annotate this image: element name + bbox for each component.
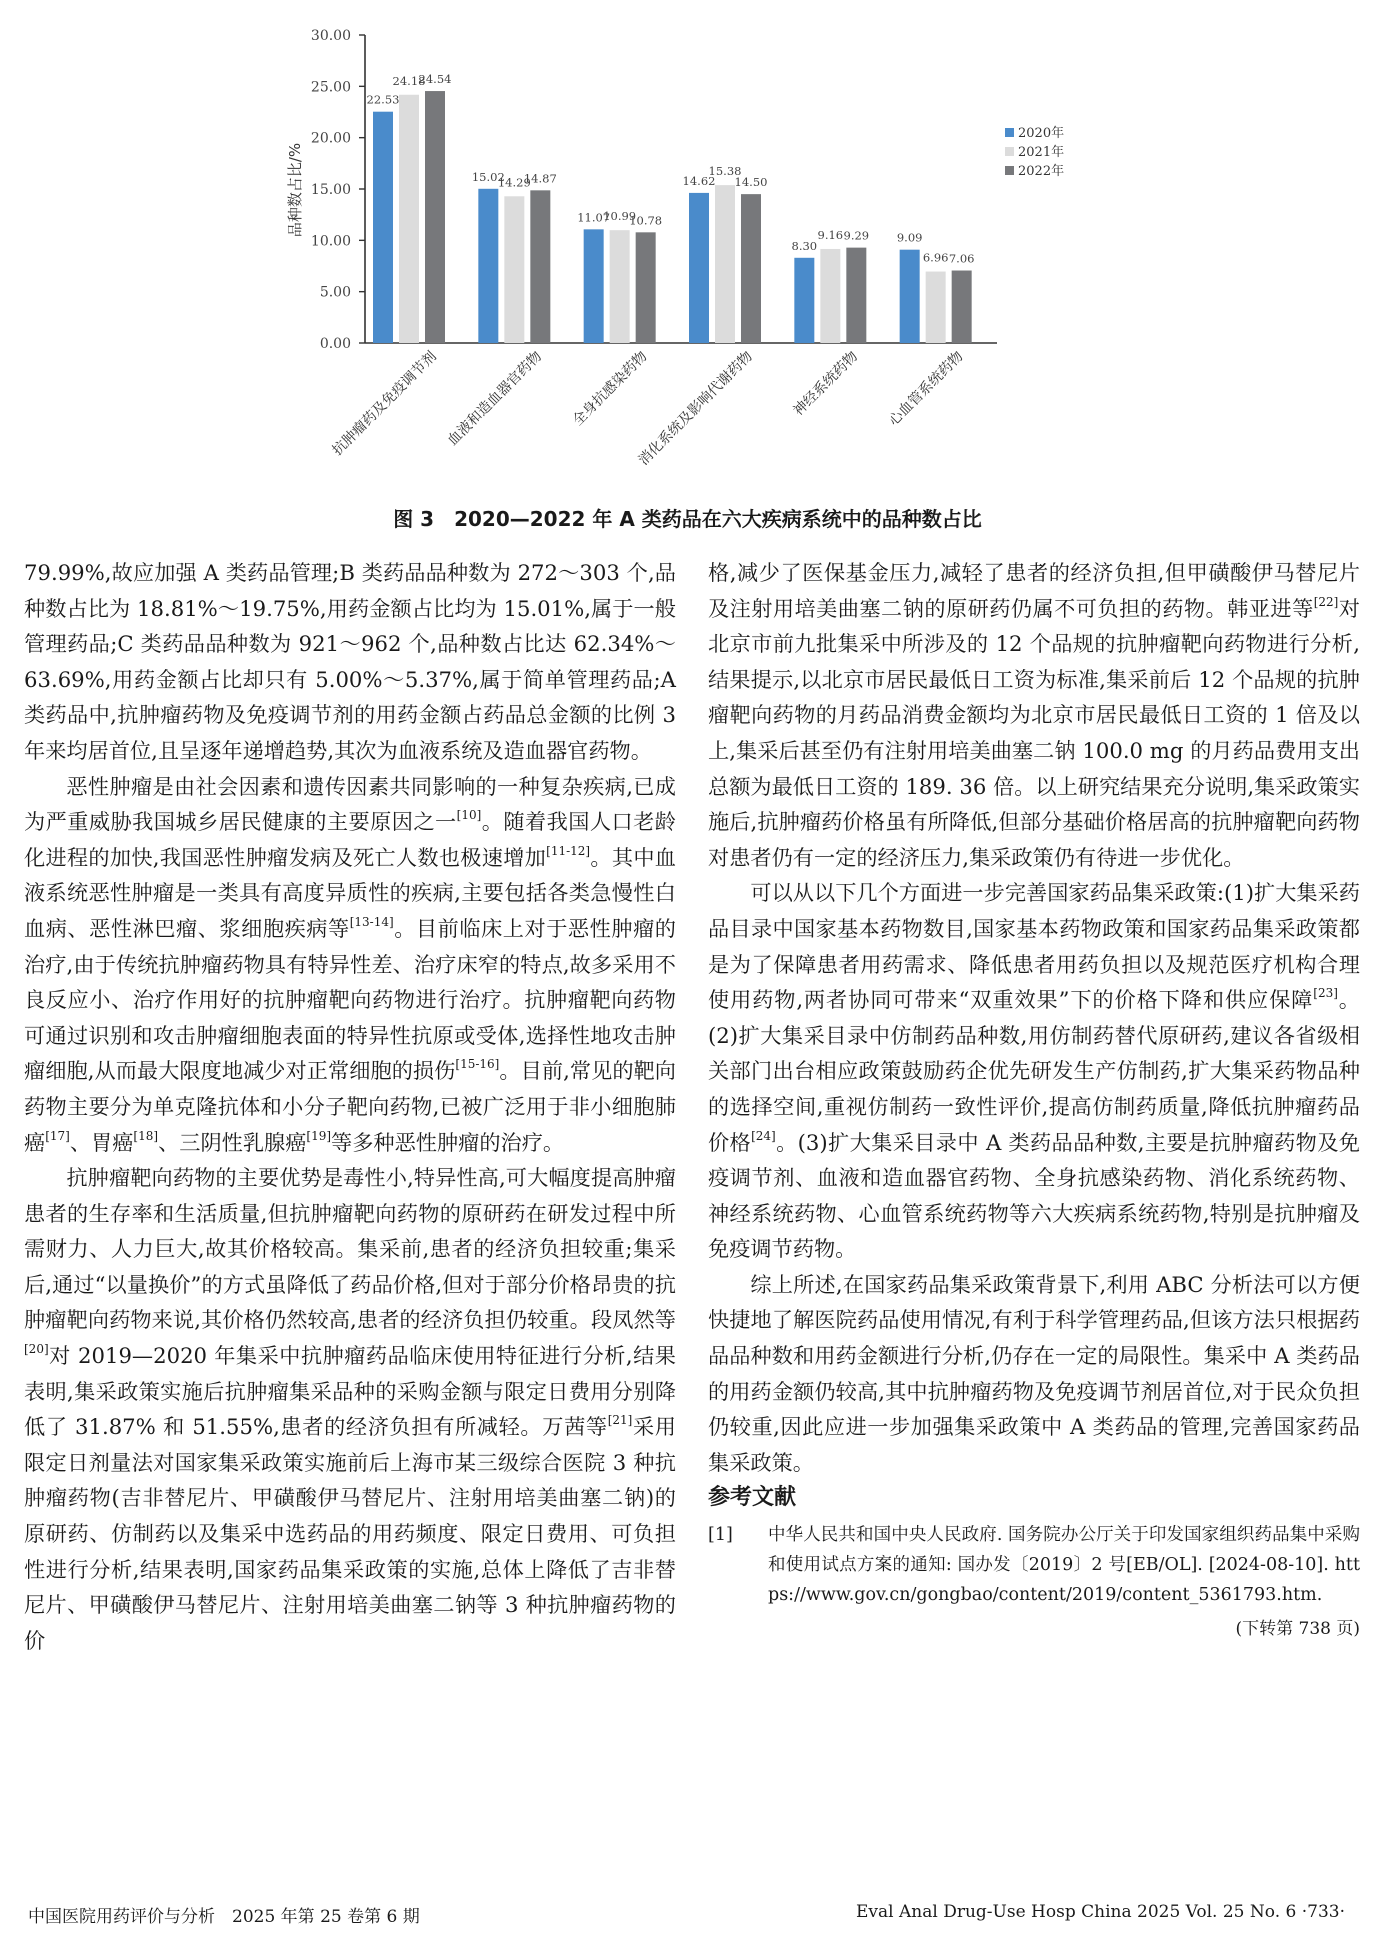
data-label: 10.78: [629, 213, 663, 228]
paragraph: [708, 875, 1360, 1267]
text: 抗肿瘤靶向药物的主要优势是毒性小,特异性高,可大幅度提高肿瘤患者的生存率和生活质量,但抗肿瘤靶向药物的原研药在研发过程中所需财力、人力巨大,故其价格较高。集采前,患者的经济负担较重;集采后,通过“以量换价”的方式虽降低了药品价格,但对于部分价格昂贵的抗肿瘤靶向药物来说,其价格仍然较高,患者的经济负担仍较重。段凤然等: [24, 1165, 676, 1333]
text: 。其中血液系统恶性肿瘤是一类具有高度异质性的疾病,主要包括各类急慢性白血病、恶性淋巴瘤、浆细胞疾病等: [24, 844, 676, 941]
data-label: 10.99: [603, 209, 637, 224]
right-column: [708, 555, 1360, 1644]
bar: [926, 272, 946, 343]
citation[interactable]: [17]: [45, 1128, 70, 1143]
legend-label: 2021年: [1018, 145, 1065, 160]
bar: [610, 230, 630, 343]
text: 。(3)扩大集采目录中 A 类药品品种数,主要是抗肿瘤药物及免疫调节剂、血液和造血器官药物、全身抗感染药物、消化系统药物、神经系统药物、心血管系统药物等六大疾病系统药物,特别是抗肿瘤及免疫调节药物。: [708, 1129, 1360, 1262]
citation[interactable]: [19]: [306, 1128, 332, 1143]
y-tick-label: 5.00: [319, 284, 351, 301]
y-ticks: [311, 28, 365, 352]
data-label: 6.96: [922, 250, 949, 265]
x-tick-labels: [329, 348, 967, 469]
y-tick-label: 10.00: [310, 233, 351, 250]
data-label: 22.53: [366, 92, 400, 107]
text: 对 2019—2020 年集采中抗肿瘤药品临床使用特征进行分析,结果表明,集采政策实施后抗肿瘤集采品种的采购金额与限定日费用分别降低了 31.87% 和 51.55%,患者的经济负担有所减轻。万茜等: [24, 1343, 676, 1440]
legend: [1005, 125, 1064, 179]
figure-caption: 图 3 2020—2022 年 A 类药品在六大疾病系统中的品种数占比: [393, 507, 982, 531]
bar: [425, 91, 445, 343]
x-tick-label: 心血管系统药物: [885, 348, 967, 430]
data-label: 24.54: [418, 72, 452, 87]
paragraph: [24, 769, 676, 1161]
bar: [715, 185, 735, 343]
y-tick-label: 25.00: [310, 79, 351, 96]
y-tick-label: 15.00: [310, 182, 351, 198]
x-tick-label: 消化系统及影响代谢药物: [635, 348, 756, 469]
data-label: 14.29: [497, 175, 531, 190]
bar: [636, 232, 656, 343]
bar: [399, 95, 419, 343]
citation[interactable]: [18]: [133, 1128, 159, 1143]
left-column: [24, 555, 676, 1658]
bar: [373, 112, 393, 343]
y-axis-label: 品种数占比/%: [286, 142, 304, 238]
x-tick-label: 全身抗感染药物: [569, 348, 651, 430]
paragraph: [24, 1160, 676, 1658]
data-label: 11.07: [577, 210, 611, 225]
text: 。(2)扩大集采目录中仿制药品种数,用仿制药替代原研药,建议各省级相关部门出台相应政策鼓励药企优先研发生产仿制药,扩大集采药物品种的选择空间,重视仿制药一致性评价,提高仿制药质量,降低抗肿瘤药品价格: [708, 987, 1360, 1155]
text: 采用限定日剂量法对国家集采政策实施前后上海市某三级综合医院 3 种抗肿瘤药物(吉非替尼片、甲磺酸伊马替尼片、注射用培美曲塞二钠)的原研药、仿制药以及集采中选药品的用药频度、限定日费用、可负担性进行分析,结果表明,国家药品集采政策的实施,总体上降低了吉非替尼片、甲磺酸伊马替尼片、注射用培美曲塞二钠等 3 种抗肿瘤药物的价: [24, 1414, 676, 1653]
x-tick-label: 抗肿瘤药及免疫调节剂: [329, 348, 440, 459]
bar: [504, 196, 524, 343]
bar: [741, 194, 761, 343]
bar: [584, 229, 604, 343]
bar: [846, 248, 866, 343]
text: 、三阴性乳腺癌: [158, 1129, 307, 1155]
data-label: 15.02: [471, 169, 505, 184]
y-tick-label: 20.00: [310, 130, 351, 147]
continued-note: (下转第 738 页): [1235, 1619, 1360, 1640]
text: 等多种恶性肿瘤的治疗。: [331, 1129, 565, 1155]
citation[interactable]: [10]: [456, 808, 482, 823]
citation[interactable]: [11-12]: [546, 843, 591, 858]
legend-swatch: [1005, 128, 1014, 137]
text: 。目前,常见的靶向药物主要分为单克隆抗体和小分子靶向药物,已被广泛用于非小细胞肺癌: [24, 1058, 676, 1155]
paragraph: 79.99%,故应加强 A 类药品管理;B 类药品品种数为 272～303 个,品种数占比为 18.81%～19.75%,用药金额占比均为 15.01%,属于一般管理药品;C 类药品品种数为 921～962 个,品种数占比达 62.34%～63.69%,用药金额占比却只有 5.00%～5.37%,属于简单管理药品;A 类药品中,抗肿瘤药物及免疫调节剂的用药金额占药品总金额的比例 3 年来均居首位,且呈逐年递增趋势,其次为血液系统及造血器官药物。: [24, 560, 676, 763]
journal-footer-left: 中国医院用药评价与分析 2025 年第 25 卷第 6 期: [28, 1907, 420, 1927]
data-label: 14.62: [682, 173, 716, 188]
data-label: 9.09: [896, 230, 923, 245]
bar: [794, 258, 814, 343]
bar: [952, 271, 972, 343]
data-label: 15.38: [708, 164, 742, 179]
legend-label: 2022年: [1018, 164, 1065, 179]
text: 可以从以下几个方面进一步完善国家药品集采政策:(1)扩大集采药品目录中国家基本药物数目,国家基本药物政策和国家药品集采政策都是为了保障患者用药需求、降低患者用药负担以及规范医疗机构合理使用药物,两者协同可带来“双重效果”下的价格下降和供应保障: [708, 880, 1360, 1013]
data-label: 14.87: [523, 171, 557, 186]
y-tick-label: 0.00: [319, 336, 351, 352]
y-axis-label-group: [286, 143, 304, 237]
bar: [820, 249, 840, 343]
bars: [373, 91, 972, 343]
citation[interactable]: [21]: [607, 1413, 633, 1428]
bar: [900, 250, 920, 343]
references-heading: 参考文献: [708, 1485, 797, 1511]
bar: [689, 193, 709, 343]
figure-3-chart: [0, 0, 1375, 500]
text: 。目前临床上对于恶性肿瘤的治疗,由于传统抗肿瘤药物具有特异性差、治疗床窄的特点,故多采用不良反应小、治疗作用好的抗肿瘤靶向药物进行治疗。抗肿瘤靶向药物可通过识别和攻击肿瘤细胞表面的特异性抗原或受体,选择性地攻击肿瘤细胞,从而最大限度地减少对正常细胞的损伤: [24, 915, 676, 1084]
x-tick-label: 神经系统药物: [790, 348, 862, 420]
legend-label: 2020年: [1018, 126, 1065, 141]
bar: [530, 190, 550, 343]
data-label: 9.16: [817, 227, 844, 242]
journal-footer-right: Eval Anal Drug-Use Hosp China 2025 Vol. 25 No. 6 ·733·: [856, 1902, 1345, 1922]
citation[interactable]: [15-16]: [455, 1057, 500, 1072]
data-label: 14.50: [734, 175, 768, 190]
reference-text[interactable]: 中华人民共和国中央人民政府. 国务院办公厅关于印发国家组织药品集中采购和使用试点方案的通知: 国办发〔2019〕2 号[EB/OL]. [2024-08-10]. https://www.gov.cn/gongbao/content/2019/content_5361793.htm.: [768, 1525, 1360, 1606]
y-tick-label: 30.00: [310, 28, 351, 44]
reference-item: [708, 1520, 1360, 1610]
data-label: 24.18: [392, 73, 426, 88]
bar-chart: [0, 0, 1375, 500]
data-label: 9.29: [843, 228, 870, 243]
text: 格,减少了医保基金压力,减轻了患者的经济负担,但甲磺酸伊马替尼片及注射用培美曲塞二钠的原研药仍属不可负担的药物。韩亚进等: [708, 560, 1360, 621]
legend-swatch: [1005, 166, 1014, 175]
citation[interactable]: [24]: [751, 1128, 776, 1143]
text: 恶性肿瘤是由社会因素和遗传因素共同影响的一种复杂疾病,已成为严重威胁我国城乡居民健康的主要原因之一: [24, 773, 676, 835]
paragraph: [708, 555, 1360, 875]
reference-number: [1]: [708, 1525, 733, 1546]
data-labels: [367, 72, 975, 265]
text: 对北京市前九批集采中所涉及的 12 个品规的抗肿瘤靶向药物进行分析,结果提示,以北京市居民最低日工资为标准,集采前后 12 个品规的抗肿瘤靶向药物的月药品消费金额均为北京市居民最低日工资的 1 倍及以上,集采后甚至仍有注射用培美曲塞二钠 100.0 mg 的月药品费用支出总额为最低日工资的 189. 36 倍。以上研究结果充分说明,集采政策实施后,抗肿瘤药价格虽有所降低,但部分基础价格居高的抗肿瘤靶向药物对患者仍有一定的经济压力,集采政策仍有待进一步优化。: [708, 595, 1360, 870]
citation[interactable]: [20]: [24, 1342, 49, 1357]
paragraph: 综上所述,在国家药品集采政策背景下,利用 ABC 分析法可以方便快捷地了解医院药品使用情况,有利于科学管理药品,但该方法只根据药品品种数和用药金额进行分析,仍存在一定的局限性。集采中 A 类药品的用药金额仍较高,其中抗肿瘤药物及免疫调节剂居首位,对于民众负担仍较重,因此应进一步加强集采政策中 A 类药品的管理,完善国家药品集采政策。: [708, 1271, 1360, 1475]
data-label: 7.06: [948, 251, 975, 266]
text: 、胃癌: [69, 1129, 134, 1155]
text: 。随着我国人口老龄化进程的加快,我国恶性肿瘤发病及死亡人数也极速增加: [24, 809, 676, 870]
citation[interactable]: [22]: [1313, 594, 1339, 609]
citation[interactable]: [13-14]: [349, 914, 394, 929]
citation[interactable]: [23]: [1313, 986, 1338, 1001]
bar: [478, 189, 498, 343]
data-label: 8.30: [791, 238, 818, 253]
legend-swatch: [1005, 147, 1014, 156]
x-tick-label: 血液和造血器官药物: [444, 348, 546, 449]
